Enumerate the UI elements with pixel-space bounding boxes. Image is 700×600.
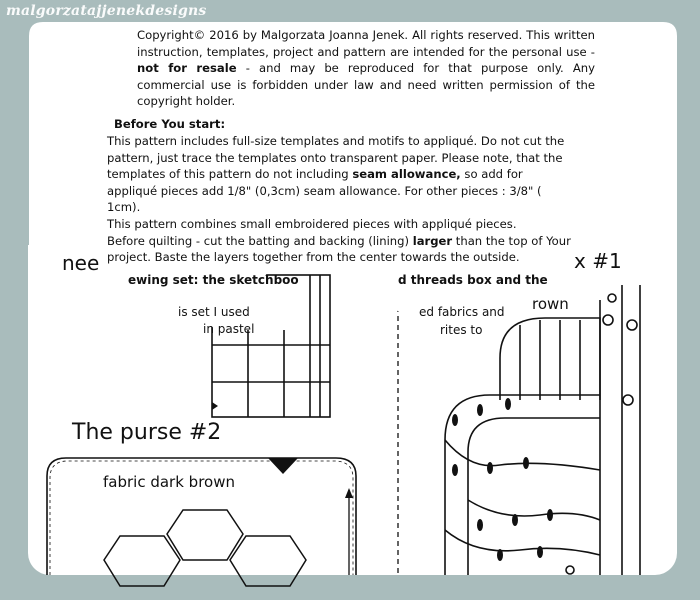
hexagons bbox=[104, 510, 306, 586]
frag-pastel: in pastel bbox=[203, 322, 255, 336]
frag-set-used: is set I used bbox=[178, 305, 250, 319]
fabric-label: fabric dark brown bbox=[103, 473, 235, 491]
not-for-resale: not for resale bbox=[137, 61, 237, 76]
frag-box-number: x #1 bbox=[574, 249, 622, 273]
copyright-text-end: - and may be reproduced for that purpose only. Any commercial use is forbidden under law and need written permission of the copyright holder. bbox=[137, 61, 595, 109]
purse-marker bbox=[268, 458, 298, 474]
watermark: malgorzatajjenekdesigns bbox=[6, 3, 207, 19]
frag-title-left: nee bbox=[62, 251, 100, 275]
instruction-paragraph: templates of this pattern do not including seam allowance, so add for appliqué pieces add 1/8" (0,3cm) seam allowance. For other pieces : 3/8" ( 1cm). bbox=[107, 167, 542, 215]
purse-title: The purse #2 bbox=[72, 420, 222, 445]
copyright-notice bbox=[137, 27, 595, 110]
larger-word: larger bbox=[412, 233, 453, 248]
seam-allowance: seam allowance, bbox=[352, 167, 461, 182]
frag-favorites: rites to bbox=[440, 323, 483, 337]
frag-sewing-set: ewing set: the sketchboo bbox=[128, 273, 299, 287]
frag-brown: rown bbox=[532, 295, 569, 313]
instruction-paragraph: This pattern includes full-size templates and motifs to appliqué. Do not cut the pattern, just trace the templates onto transparent paper. Please note, that the bbox=[107, 134, 565, 165]
instruction-paragraph: Before quilting - cut the batting and backing (lining) larger than the top of Your project. Baste the layers together from the center towards the outside. bbox=[107, 233, 571, 265]
before-you-start-heading: Before You start: bbox=[114, 117, 226, 131]
before-you-start-text bbox=[107, 133, 575, 266]
frag-fabrics: ed fabrics and bbox=[419, 305, 505, 319]
instruction-paragraph: This pattern combines small embroidered pieces with appliqué pieces. bbox=[107, 216, 517, 231]
frag-threads-box: d threads box and the bbox=[398, 273, 548, 287]
leaves bbox=[452, 398, 553, 561]
copyright-text: Copyright© 2016 by Malgorzata Joanna Jenek. All rights reserved. This written instruction, templates, project and pattern are intended for the personal use - bbox=[137, 28, 595, 59]
